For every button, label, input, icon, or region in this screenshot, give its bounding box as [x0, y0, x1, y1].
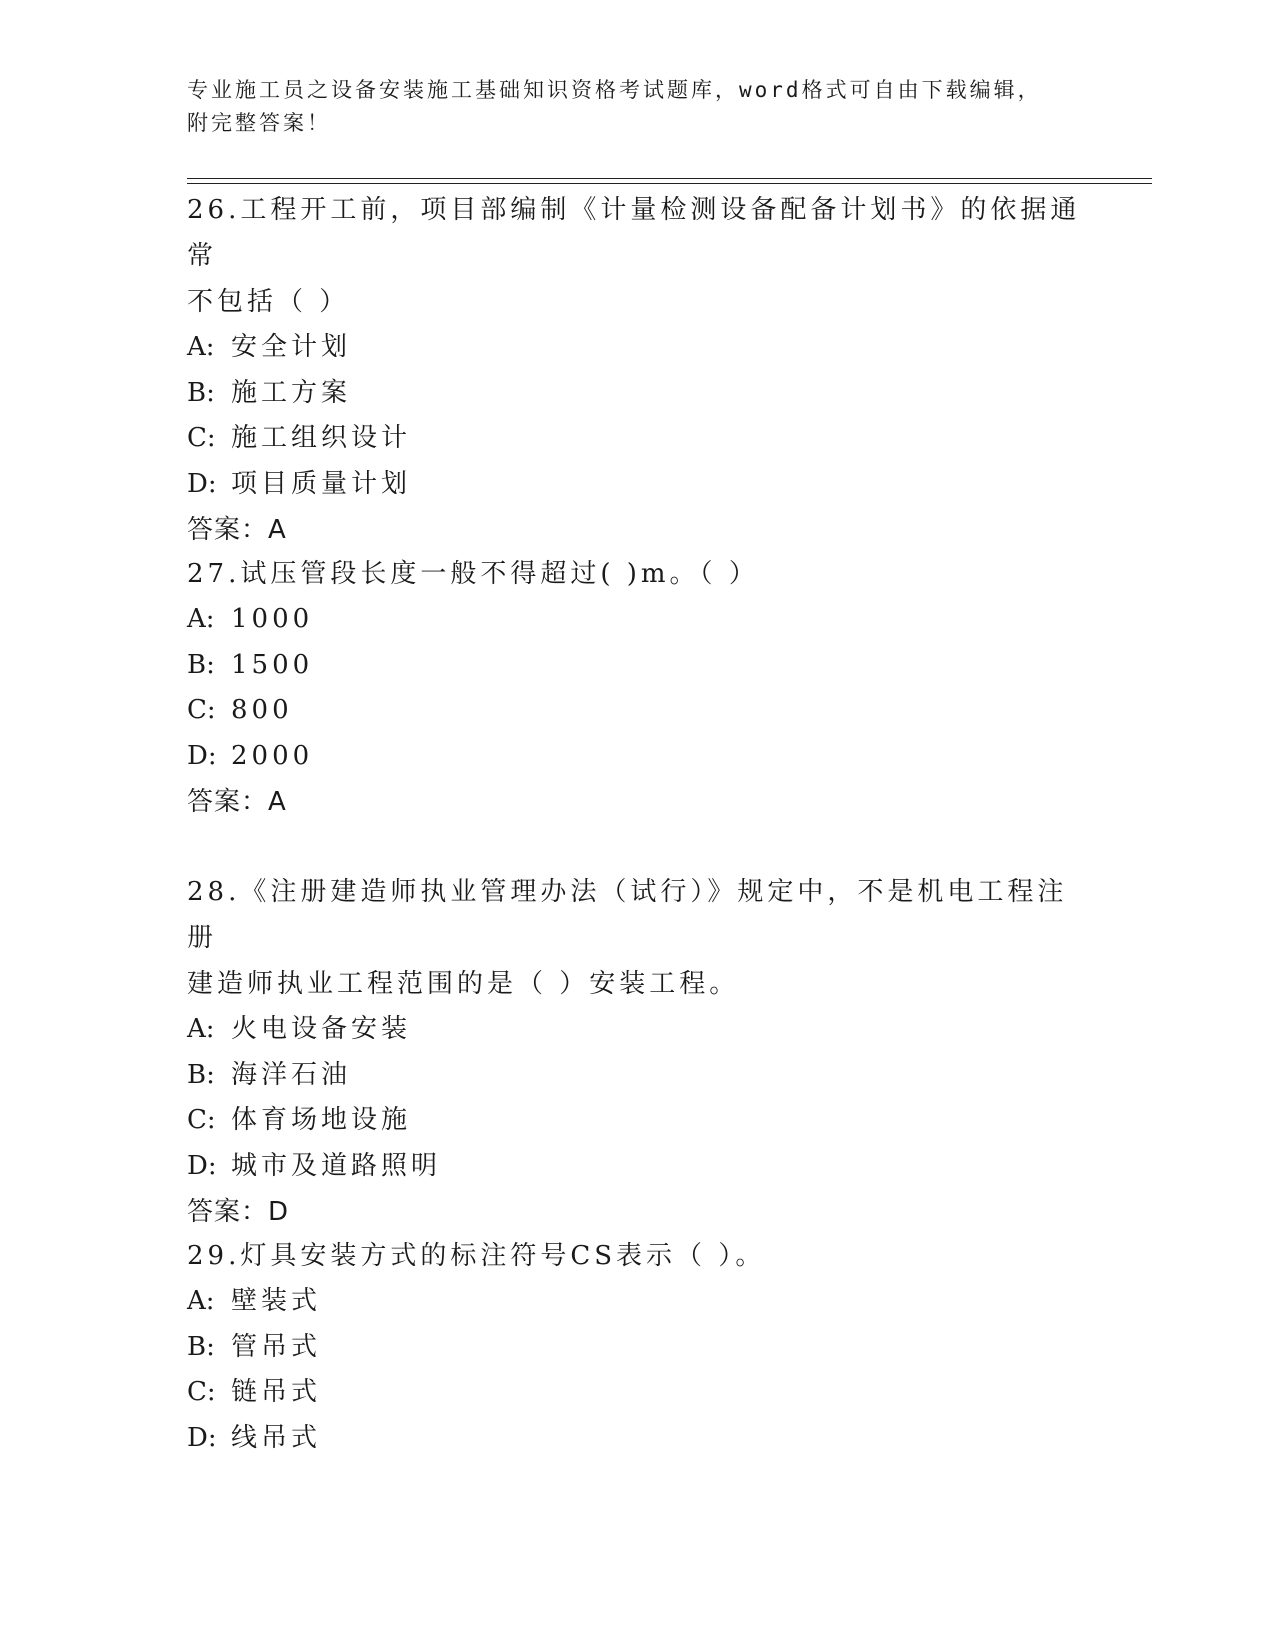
option-b [187, 371, 1087, 417]
option-letter: D: [187, 1422, 217, 1453]
option-letter: C: [187, 695, 216, 725]
option-letter: D: [187, 740, 217, 771]
question-26 [187, 187, 1087, 553]
option-text: 2000 [231, 740, 314, 771]
answer: 答案：A [187, 515, 287, 545]
option-text: 链吊式 [231, 1377, 322, 1407]
option-b [187, 643, 1087, 689]
option-b [187, 1325, 1087, 1371]
option-text: 海洋石油 [231, 1059, 352, 1090]
option-letter: D: [187, 1150, 217, 1181]
option-letter: C: [187, 1105, 216, 1135]
question-29 [187, 1233, 1087, 1461]
option-c [187, 1370, 1087, 1416]
question-stem-line-1: 26.工程开工前，项目部编制《计量检测设备配备计划书》的依据通常 [187, 195, 1081, 271]
question-28 [187, 869, 1087, 1235]
header-line-1: 专业施工员之设备安装施工基础知识资格考试题库，word格式可自由下载编辑， [187, 78, 1042, 102]
question-stem-line-2: 建造师执业工程范围的是（ ）安装工程。 [187, 969, 740, 999]
option-b [187, 1053, 1087, 1099]
question-stem-line-1: 27.试压管段长度一般不得超过( )m。（ ） [187, 559, 759, 589]
question-stem-line-1: 28.《注册建造师执业管理办法（试行）》规定中，不是机电工程注册 [187, 877, 1068, 953]
answer: 答案：A [187, 787, 287, 817]
document-header [187, 74, 1067, 140]
option-text: 壁装式 [231, 1286, 322, 1316]
question-stem-line-1: 29.灯具安装方式的标注符号CS表示（ ）。 [187, 1241, 766, 1271]
option-letter: A: [187, 332, 215, 362]
option-text: 城市及道路照明 [231, 1150, 442, 1181]
option-c [187, 416, 1087, 462]
question-stem-line-2: 不包括（ ） [187, 287, 350, 317]
option-c [187, 1098, 1087, 1144]
option-letter: A: [187, 604, 215, 634]
option-letter: C: [187, 1377, 216, 1407]
header-divider-top [187, 178, 1152, 179]
option-text: 施工组织设计 [231, 423, 412, 453]
option-text: 体育场地设施 [231, 1105, 412, 1135]
header-line-2: 附完整答案！ [187, 111, 331, 135]
header-divider-bottom [187, 183, 1152, 184]
answer: 答案：D [187, 1197, 290, 1227]
option-text: 施工方案 [231, 377, 352, 408]
option-d [187, 1144, 1087, 1190]
question-27 [187, 551, 1087, 825]
option-letter: B: [187, 1059, 215, 1090]
option-text: 线吊式 [231, 1422, 322, 1453]
option-letter: C: [187, 423, 216, 453]
option-d [187, 1416, 1087, 1462]
option-a [187, 597, 1087, 643]
option-c [187, 688, 1087, 734]
option-letter: B: [187, 1331, 215, 1362]
option-text: 800 [231, 695, 293, 725]
option-text: 1000 [231, 604, 314, 634]
option-text: 安全计划 [231, 332, 352, 362]
option-d [187, 462, 1087, 508]
option-text: 管吊式 [231, 1331, 322, 1362]
option-a [187, 325, 1087, 371]
option-letter: D: [187, 468, 217, 499]
option-d [187, 734, 1087, 780]
option-letter: B: [187, 649, 215, 680]
option-text: 火电设备安装 [231, 1014, 412, 1044]
option-text: 项目质量计划 [231, 468, 412, 499]
option-a [187, 1007, 1087, 1053]
option-letter: A: [187, 1014, 215, 1044]
option-a [187, 1279, 1087, 1325]
option-text: 1500 [231, 649, 314, 680]
option-letter: B: [187, 377, 215, 408]
option-letter: A: [187, 1286, 215, 1316]
